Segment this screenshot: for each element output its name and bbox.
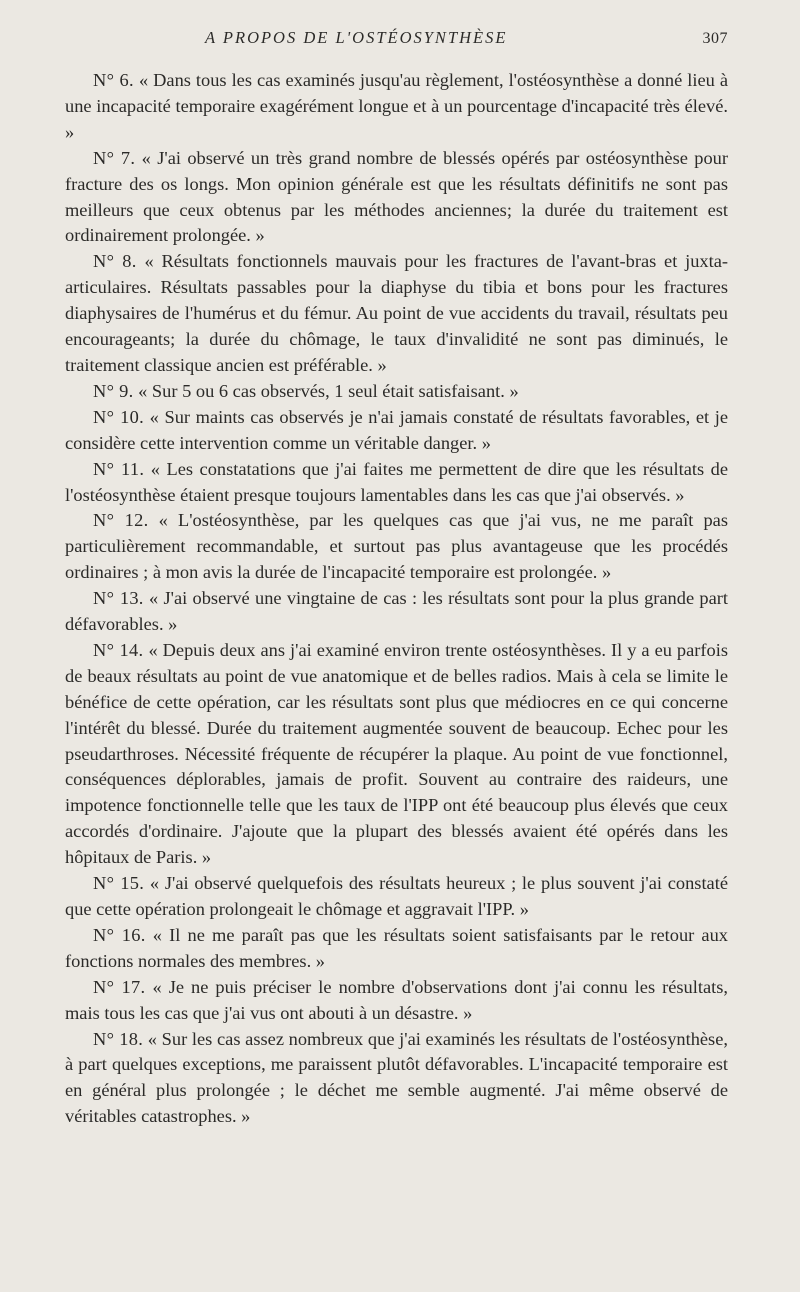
entry-number: N° 7. bbox=[93, 147, 136, 168]
entry-number: N° 11. bbox=[93, 458, 145, 479]
running-head bbox=[65, 24, 728, 54]
entry-number: N° 18. bbox=[93, 1028, 144, 1049]
paragraph-6 bbox=[65, 68, 728, 146]
entry-text: « L'ostéosynthèse, par les quelques cas que j'ai vus, ne me paraît pas particulièrement recommandable, et surtout pas plus avantageuse que les procédés ordinaires ; à mon avis la durée de l'incapacité temporaire est prolongée. » bbox=[65, 510, 728, 583]
entry-number: N° 9. bbox=[93, 380, 134, 401]
entry-text: « Sur 5 ou 6 cas observés, 1 seul était satisfaisant. » bbox=[138, 380, 519, 401]
entry-text: « Résultats fonctionnels mauvais pour les fractures de l'avant-bras et juxta-articulaires. Résultats passables pour la diaphyse du tibia et bons pour les fractures diaphysaires de l'humérus et du fémur. Au point de vue accidents du travail, résultats peu encourageants; la durée du chômage, le taux d'invalidité ne sont pas diminués, le traitement classique ancien est préférable. » bbox=[65, 251, 728, 375]
body-text bbox=[65, 68, 728, 1130]
paragraph-15 bbox=[65, 871, 728, 923]
entry-number: N° 6. bbox=[93, 70, 134, 90]
paragraph-11 bbox=[65, 457, 728, 509]
paragraph-7 bbox=[65, 146, 728, 250]
entry-number: N° 14. bbox=[93, 639, 144, 660]
paragraph-12 bbox=[65, 508, 728, 586]
entry-number: N° 10. bbox=[93, 406, 145, 427]
entry-text: « Les constatations que j'ai faites me permettent de dire que les résultats de l'ostéosynthèse étaient presque toujours lamentables dans les cas que j'ai observés. » bbox=[65, 458, 728, 505]
entry-text: « J'ai observé un très grand nombre de blessés opérés par ostéosynthèse pour fracture des os longs. Mon opinion générale est que les résultats définitifs ne sont pas meilleurs que ceux obtenus par les méthodes anciennes; la durée du traitement est ordinairement prolongée. » bbox=[65, 147, 728, 246]
entry-number: N° 15. bbox=[93, 873, 145, 894]
entry-text: « Il ne me paraît pas que les résultats soient satisfaisants par le retour aux fonctions normales des membres. » bbox=[65, 924, 728, 971]
entry-text: « J'ai observé une vingtaine de cas : les résultats sont pour la plus grande part défavorables. » bbox=[65, 588, 728, 635]
entry-text: « Sur les cas assez nombreux que j'ai examinés les résultats de l'ostéosynthèse, à part quelques exceptions, me paraissent plutôt défavorables. L'incapacité temporaire est en général plus prolongée ; le déchet me semble augmenté. J'ai même observé de véritables catastrophes. » bbox=[65, 1028, 728, 1127]
paragraph-18 bbox=[65, 1027, 728, 1131]
entry-number: N° 17. bbox=[93, 976, 146, 997]
entry-text: « Je ne puis préciser le nombre d'observations dont j'ai connu les résultats, mais tous les cas que j'ai vus ont abouti à un désastre. » bbox=[65, 976, 728, 1023]
paragraph-8 bbox=[65, 249, 728, 379]
entry-text: « Sur maints cas observés je n'ai jamais constaté de résultats favorables, et je considère cette intervention comme un véritable danger. » bbox=[65, 406, 728, 453]
paragraph-10 bbox=[65, 405, 728, 457]
entry-number: N° 13. bbox=[93, 588, 144, 609]
entry-number: N° 12. bbox=[93, 510, 149, 531]
entry-number: N° 8. bbox=[93, 251, 137, 272]
entry-number: N° 16. bbox=[93, 924, 146, 945]
entry-text: « Dans tous les cas examinés jusqu'au règlement, l'ostéosynthèse a donné lieu à une incapacité temporaire exagérément longue et à un pourcentage d'incapacité très élevé. » bbox=[65, 70, 728, 142]
paragraph-9 bbox=[65, 379, 728, 405]
entry-text: « Depuis deux ans j'ai examiné environ trente ostéosynthèses. Il y a eu parfois de beaux résultats au point de vue anatomique et de belles radios. Mais à cela se limite le bénéfice de cette opération, car les résultats sont plus que médiocres en ce qui concerne l'intérêt du blessé. Durée du traitement augmentée souvent de beaucoup. Echec pour les pseudarthroses. Nécessité fréquente de récupérer la plaque. Au point de vue fonctionnel, conséquences déplorables, jamais de profit. Souvent au contraire des raideurs, une impotence fonctionnelle telle que les taux de l'IPP ont été beaucoup plus élevés que ceux accordés d'ordinaire. J'ajoute que la plupart des blessés avaient été opérés dans les hôpitaux de Paris. » bbox=[65, 639, 728, 868]
paragraph-13 bbox=[65, 586, 728, 638]
paragraph-16 bbox=[65, 923, 728, 975]
paragraph-14 bbox=[65, 638, 728, 871]
page-number: 307 bbox=[702, 30, 728, 47]
entry-text: « J'ai observé quelquefois des résultats heureux ; le plus souvent j'ai constaté que cette opération prolongeait le chômage et aggravait l'IPP. » bbox=[65, 873, 728, 919]
running-title: A PROPOS DE L'OSTÉOSYNTHÈSE bbox=[205, 28, 508, 47]
paragraph-17 bbox=[65, 975, 728, 1027]
